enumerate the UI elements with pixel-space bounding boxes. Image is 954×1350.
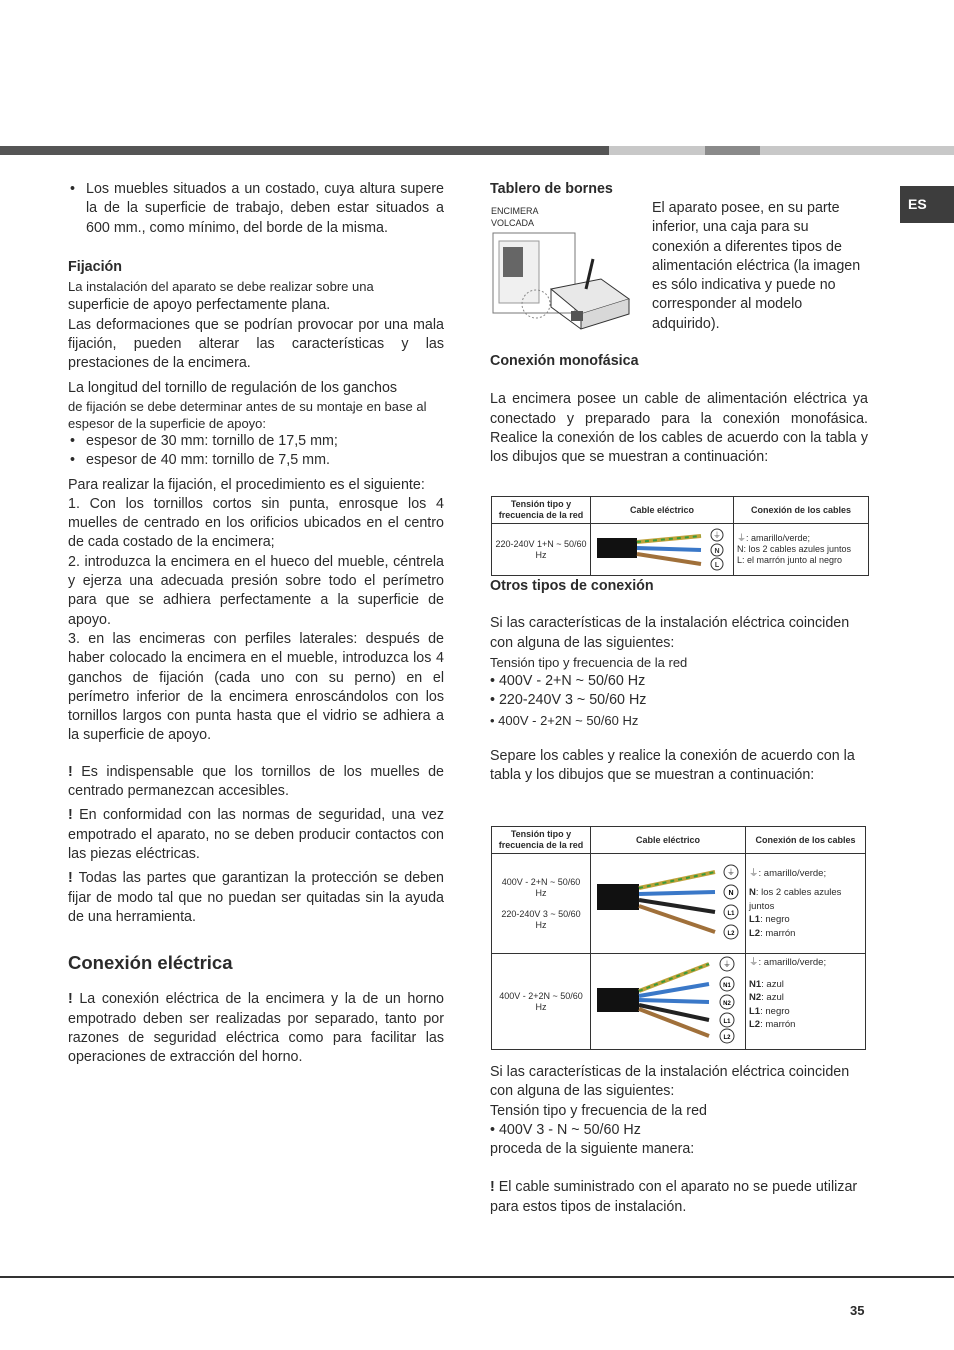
fijacion-p3a: La longitud del tornillo de regulación de los ganchos bbox=[68, 379, 398, 396]
espesor-40: • espesor de 40 mm: tornillo de 7,5 mm. bbox=[68, 451, 444, 470]
t1-header-cable: Cable eléctrico bbox=[591, 497, 734, 524]
mono-text: La encimera posee un cable de alimentación eléctrica ya conectado y preparado para la conexión monofásica. Realice la conexión de los cables de acuerdo con la tabla y los dibujos que se muestran a continuación: bbox=[490, 391, 868, 466]
t2-r2-terminal-N2: N2 bbox=[723, 1001, 731, 1007]
mono-heading: Conexión monofásica bbox=[490, 353, 639, 369]
fig-caption-1: ENCIMERA bbox=[491, 206, 539, 216]
multi-table bbox=[491, 826, 866, 1050]
final-text-2: Tensión tipo y frecuencia de la red bbox=[490, 1102, 707, 1119]
t2-r1-terminal-L1: L1 bbox=[727, 911, 735, 917]
t2-r2-voltage: 400V - 2+2N ~ 50/60 Hz bbox=[492, 954, 591, 1050]
conexion-electrica-heading: Conexión eléctrica bbox=[68, 952, 233, 974]
fig-caption-2: VOLCADA bbox=[491, 218, 535, 228]
fijacion-p1b: superficie de apoyo perfectamente plana. bbox=[68, 297, 331, 314]
fijacion-heading: Fijación bbox=[68, 258, 123, 275]
otros-sub: Tensión tipo y frecuencia de la red bbox=[490, 654, 688, 670]
right-column-mono bbox=[490, 352, 868, 467]
warning-3: ! Todas las partes que garantizan la protección se deben fijar de modo tal que no puedan ser quitadas sin la ayuda de una herramienta. bbox=[68, 870, 445, 925]
t1-terminal-L: L bbox=[714, 562, 720, 569]
right-column-otros bbox=[490, 577, 868, 786]
t2-r1-terminal-L2: L2 bbox=[727, 931, 735, 937]
t1-cable-drawing bbox=[591, 524, 734, 576]
t2-header-cable: Cable eléctrico bbox=[591, 827, 746, 854]
terminal-box-figure bbox=[491, 205, 636, 335]
t2-r1-voltage: 400V - 2+N ~ 50/60 Hz 220-240V 3 ~ 50/60 Hz bbox=[492, 854, 591, 954]
otros-heading: Otros tipos de conexión bbox=[490, 578, 654, 594]
t2-r1-cable-drawing bbox=[591, 854, 746, 954]
warning-2: ! En conformidad con las normas de seguridad, una vez empotrado el aparato, no se deben producir contactos con las piezas eléctricas. bbox=[68, 807, 445, 862]
t2-r2-cable-drawing bbox=[591, 954, 746, 1050]
bullet-muebles: • Los muebles situados a un costado, cuya altura supere la de la superficie de trabajo, deben estar situados a 600 mm., como mínimo, del borde de la misma. bbox=[68, 180, 444, 238]
t2-r2-terminal-L2: L2 bbox=[723, 1035, 731, 1041]
final-text-1: Si las características de la instalación eléctrica coinciden con alguna de las siguientes: bbox=[490, 1064, 850, 1100]
svg-text:⏚: ⏚ bbox=[723, 960, 731, 969]
espesor-30: • espesor de 30 mm: tornillo de 17,5 mm; bbox=[68, 432, 444, 451]
t2-r2-connection: ⏚: amarillo/verde; N1: azul N2: azul L1: negro L2: marrón bbox=[746, 954, 866, 1050]
final-text-3: • 400V 3 - N ~ 50/60 Hz bbox=[490, 1121, 641, 1138]
fijacion-p2: Las deformaciones que se podrían provocar por una mala fijación, pueden alterar las características y las prestaciones de la encimera. bbox=[68, 316, 444, 372]
language-tab: ES bbox=[900, 186, 954, 223]
warning-5: ! El cable suministrado con el aparato no se puede utilizar para estos tipos de instalación. bbox=[490, 1179, 858, 1215]
otros-item-2: • 220-240V 3 ~ 50/60 Hz bbox=[490, 692, 647, 709]
fijacion-p3b: de fijación se debe determinar antes de su montaje en base al espesor de la superficie de apoyo: bbox=[68, 398, 427, 431]
otros-text: Si las características de la instalación eléctrica coinciden con alguna de las siguientes: bbox=[490, 615, 850, 651]
t2-header-voltage: Tensión tipo y frecuencia de la red bbox=[492, 827, 591, 854]
t2-r1-terminal-N: N bbox=[728, 890, 734, 897]
top-color-bar bbox=[0, 146, 954, 155]
otros-item-1: • 400V - 2+N ~ 50/60 Hz bbox=[490, 673, 646, 690]
fijacion-p1a: La instalación del aparato se debe realizar sobre una bbox=[68, 279, 374, 295]
warning-4: ! La conexión eléctrica de la encimera y la de un horno empotrado deben ser realizadas por separado, tanto por razones de seguridad eléctrica como para facilitar las operaciones de extracción del horno. bbox=[68, 991, 444, 1066]
left-column bbox=[68, 180, 444, 1068]
svg-text:⏚: ⏚ bbox=[727, 868, 735, 877]
separe-text: Separe los cables y realice la conexión de acuerdo con la tabla y los dibujos que se muestran a continuación: bbox=[490, 748, 855, 784]
step-3: 3. en las encimeras con perfiles laterales: después de haber colocado la encimera en el mueble, introduzca los 4 ganchos de fijación (cada uno con su perno) en el perímetro inferior de la encimera enroscándolos con los tornillos largos con punta hasta que el vidrio se adhiera a la superficie de apoyo. bbox=[68, 630, 444, 744]
step-1: 1. Con los tornillos cortos sin punta, enrosque los 4 muelles de centrado en los orificios ubicados en el centro de cada costado de la encimera; bbox=[68, 495, 444, 551]
right-column-final bbox=[490, 1063, 868, 1217]
step-2: 2. introduzca la encimera en el hueco del mueble, céntrela y ejerza una adecuada presión sobre todo el perímetro para que se adhiera perfectamente a la superficie de apoyo. bbox=[68, 553, 444, 628]
t2-r2-terminal-L1: L1 bbox=[723, 1019, 731, 1025]
otros-item-3: • 400V - 2+2N ~ 50/60 Hz bbox=[490, 712, 639, 728]
svg-text:⏚: ⏚ bbox=[713, 531, 721, 540]
t2-header-connection: Conexión de los cables bbox=[746, 827, 866, 854]
final-text-4: proceda de la siguiente manera: bbox=[490, 1141, 695, 1158]
t1-header-connection: Conexión de los cables bbox=[734, 497, 869, 524]
right-column-head bbox=[490, 180, 868, 199]
bottom-rule bbox=[0, 1276, 954, 1278]
ground-icon: ⏚ bbox=[749, 867, 759, 879]
t2-r2-terminal-N1: N1 bbox=[723, 983, 731, 989]
t1-connection: ⏚: amarillo/verde; N: los 2 cables azules juntos L: el marrón junto al negro bbox=[734, 524, 869, 576]
t1-terminal-N: N bbox=[714, 548, 720, 555]
mono-table bbox=[491, 496, 869, 576]
page-number: 35 bbox=[850, 1303, 865, 1318]
t1-voltage: 220-240V 1+N ~ 50/60 Hz bbox=[492, 524, 591, 576]
tablero-text: El aparato posee, en su parte inferior, una caja para su conexión a diferentes tipos de alimentación eléctrica (la imagen es sólo indicativa y puede no corresponder al modelo adquirido). bbox=[652, 200, 861, 332]
proc-intro: Para realizar la fijación, el procedimiento es el siguiente: bbox=[68, 476, 425, 493]
ground-icon: ⏚ bbox=[737, 533, 747, 543]
ground-icon: ⏚ bbox=[749, 957, 759, 968]
terminal-box-illustration bbox=[491, 229, 636, 334]
warning-1: ! Es indispensable que los tornillos de los muelles de centrado permanezcan accesibles. bbox=[68, 763, 444, 800]
tablero-heading: Tablero de bornes bbox=[490, 181, 613, 197]
t1-header-voltage: Tensión tipo y frecuencia de la red bbox=[492, 497, 591, 524]
t2-r1-connection: ⏚: amarillo/verde; N: los 2 cables azules juntos L1: negro L2: marrón bbox=[746, 854, 866, 954]
